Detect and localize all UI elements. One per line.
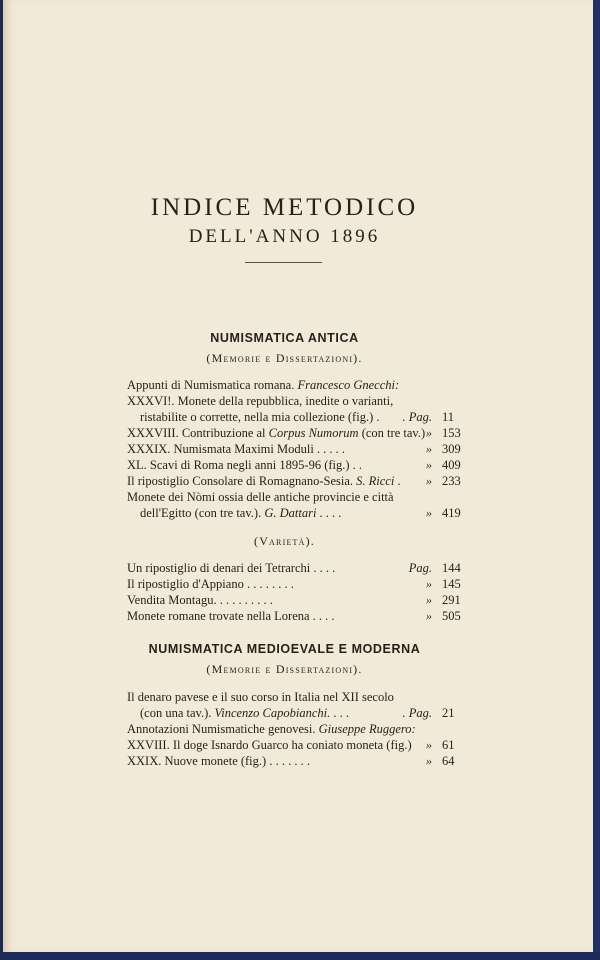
group-label-memorie-2: (Memorie e Dissertazioni). xyxy=(206,662,363,676)
page-marker: » xyxy=(425,738,432,752)
index-entry: Il denaro pavese e il suo corso in Italia nel XII secolo xyxy=(127,690,394,704)
page-marker: » xyxy=(425,426,432,440)
index-entry: Monete romane trovate nella Lorena . . . . » 505 xyxy=(127,608,466,625)
page-subtitle: DELL'ANNO 1896 xyxy=(188,226,381,247)
index-entry: Annotazioni Numismatiche genovesi. Giuseppe Ruggero: xyxy=(127,722,416,736)
page-marker: Pag. xyxy=(408,561,432,575)
page-number: 233 xyxy=(442,474,461,488)
page-marker: » xyxy=(425,506,432,520)
index-entry: XL. Scavi di Roma negli anni 1895-96 (fig.) . . » 409 xyxy=(127,457,466,474)
page-marker: » xyxy=(425,577,432,591)
page-marker: . Pag. xyxy=(402,706,432,720)
page-edge-right xyxy=(593,0,600,960)
index-entry: XXIX. Nuove monete (fig.) . . . . . . . » 64 xyxy=(127,753,466,770)
author-name: G. Dattari xyxy=(264,506,317,520)
page-number: 419 xyxy=(442,506,461,520)
title-divider xyxy=(245,262,322,263)
author-name: Giuseppe Ruggero: xyxy=(318,722,416,736)
author-name: Francesco Gnecchi: xyxy=(297,378,400,392)
page-marker: » xyxy=(425,458,432,472)
page-marker: » xyxy=(425,754,432,768)
page-number: 309 xyxy=(442,442,461,456)
index-entry: (con una tav.). Vincenzo Capobianchi. . . . . Pag. 21 xyxy=(140,705,466,722)
section-heading-antica: NUMISMATICA ANTICA xyxy=(210,331,359,345)
group-label-varieta: (Varietà). xyxy=(254,534,315,548)
page-title: INDICE METODICO xyxy=(150,194,419,221)
page-number: 21 xyxy=(442,706,455,720)
index-entry: XXVIII. Il doge Isnardo Guarco ha coniato moneta (fig.) » 61 xyxy=(127,737,466,754)
page-number: 64 xyxy=(442,754,455,768)
index-entry: XXXVI!. Monete della repubblica, inedite o varianti, xyxy=(127,394,394,408)
index-entry: Monete dei Nòmi ossia delle antiche provincie e città xyxy=(127,490,394,504)
page-number: 144 xyxy=(442,561,461,575)
page-number: 505 xyxy=(442,609,461,623)
page-marker: » xyxy=(425,609,432,623)
page-marker: . Pag. xyxy=(402,410,432,424)
index-entry: XXXIX. Numismata Maximi Moduli . . . . . » 309 xyxy=(127,441,466,458)
page-number: 153 xyxy=(442,426,461,440)
index-entry: dell'Egitto (con tre tav.). G. Dattari . . . . » 419 xyxy=(140,505,466,522)
page-number: 409 xyxy=(442,458,461,472)
author-name: Vincenzo Capobianchi. xyxy=(214,706,331,720)
page-marker: » xyxy=(425,593,432,607)
group-label-memorie: (Memorie e Dissertazioni). xyxy=(206,351,363,365)
page-number: 61 xyxy=(442,738,455,752)
index-entry: Un ripostiglio di denari dei Tetrarchi . . . . Pag. 144 xyxy=(127,560,466,577)
index-entry: Vendita Montagu. . . . . . . . . . » 291 xyxy=(127,592,466,609)
page-number: 291 xyxy=(442,593,461,607)
index-entry: Appunti di Numismatica romana. Francesco Gnecchi: xyxy=(127,378,400,392)
index-entry: Il ripostiglio Consolare di Romagnano-Sesia. S. Ricci . » 233 xyxy=(127,473,466,490)
page-number: 11 xyxy=(442,410,455,424)
page-number: 145 xyxy=(442,577,461,591)
page-marker: » xyxy=(425,442,432,456)
author-name: S. Ricci xyxy=(356,474,395,488)
page-edge-bottom xyxy=(0,952,600,960)
index-entry: Il ripostiglio d'Appiano . . . . . . . . » 145 xyxy=(127,576,466,593)
book-page xyxy=(3,0,593,952)
page-marker: » xyxy=(425,474,432,488)
index-entry: ristabilite o corrette, nella mia collezione (fig.) . . Pag. 11 xyxy=(140,409,466,426)
section-heading-medioevale: NUMISMATICA MEDIOEVALE E MODERNA xyxy=(148,642,421,656)
index-entry: XXXVIII. Contribuzione al Corpus Numorum (con tre tav.) » 153 xyxy=(127,425,466,442)
